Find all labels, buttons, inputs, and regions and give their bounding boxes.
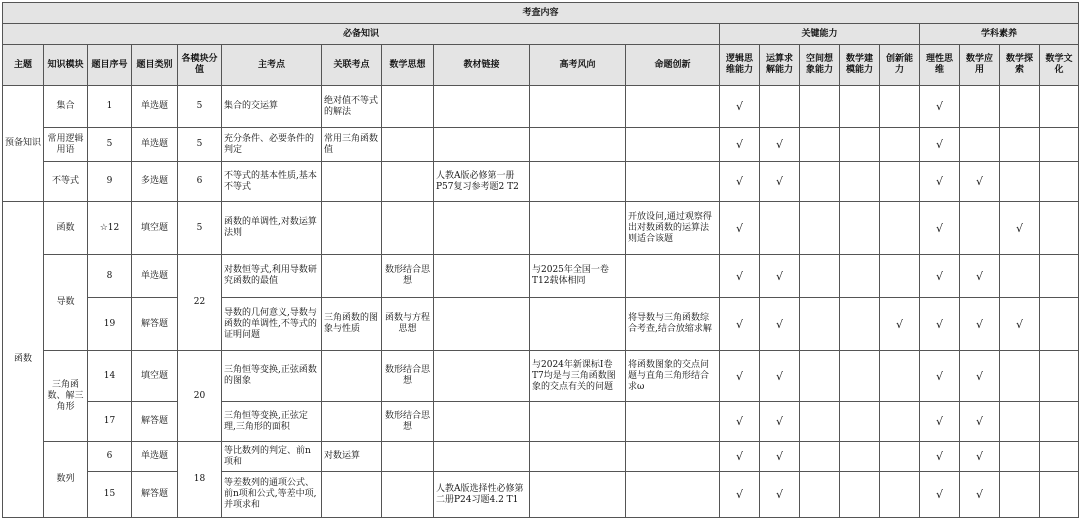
textbook-cell [434,202,530,255]
trend-cell [530,298,626,351]
qno-cell: 8 [88,255,132,298]
col-related: 关联考点 [322,45,382,86]
qtype-cell: 单选题 [132,128,178,162]
empty-cell [880,255,920,298]
col-lt-apply: 数学应用 [960,45,1000,86]
check-mark: √ [720,86,760,128]
qno-cell: 14 [88,351,132,402]
qtype-cell: 单选题 [132,255,178,298]
trend-cell [530,202,626,255]
qtype-cell: 填空题 [132,202,178,255]
empty-cell [840,162,880,202]
qno-cell: ☆12 [88,202,132,255]
empty-cell [1040,128,1079,162]
point-cell: 充分条件、必要条件的判定 [222,128,322,162]
score-cell: 5 [178,202,222,255]
header-top: 考查内容 [3,3,1079,24]
textbook-cell [434,298,530,351]
score-cell: 22 [178,255,222,351]
check-mark: √ [960,472,1000,518]
empty-cell [840,402,880,442]
col-textbook: 教材链接 [434,45,530,86]
related-cell [322,202,382,255]
empty-cell [840,128,880,162]
empty-cell [880,162,920,202]
empty-cell [1040,402,1079,442]
qtype-cell: 解答题 [132,472,178,518]
empty-cell [1040,162,1079,202]
empty-cell [1040,202,1079,255]
thinking-cell: 数形结合思想 [382,255,434,298]
module-cell: 数列 [44,442,88,518]
empty-cell [1000,472,1040,518]
empty-cell [800,472,840,518]
textbook-cell [434,128,530,162]
empty-cell [800,162,840,202]
related-cell: 对数运算 [322,442,382,472]
theme-cell: 预备知识 [3,86,44,202]
empty-cell [880,402,920,442]
point-cell: 函数的单调性,对数运算法则 [222,202,322,255]
empty-cell [880,351,920,402]
qno-cell: 15 [88,472,132,518]
empty-cell [1000,86,1040,128]
score-cell: 6 [178,162,222,202]
empty-cell [840,86,880,128]
innovation-cell [626,442,720,472]
innovation-cell [626,162,720,202]
check-mark: √ [920,162,960,202]
trend-cell [530,128,626,162]
col-qtype: 题目类别 [132,45,178,86]
empty-cell [800,128,840,162]
score-cell: 5 [178,86,222,128]
innovation-cell [626,402,720,442]
innovation-cell: 将函数图象的交点问题与直角三角形结合求ω [626,351,720,402]
col-qno: 题目序号 [88,45,132,86]
trend-cell [530,442,626,472]
check-mark: √ [760,162,800,202]
module-cell: 导数 [44,255,88,351]
col-ab-space: 空间想象能力 [800,45,840,86]
empty-cell [840,255,880,298]
check-mark: √ [920,298,960,351]
check-mark: √ [720,402,760,442]
empty-cell [880,86,920,128]
point-cell: 集合的交运算 [222,86,322,128]
qno-cell: 6 [88,442,132,472]
check-mark: √ [920,255,960,298]
col-module: 知识模块 [44,45,88,86]
module-cell: 函数 [44,202,88,255]
empty-cell [800,442,840,472]
qtype-cell: 填空题 [132,351,178,402]
empty-cell [1000,162,1040,202]
innovation-cell: 将导数与三角函数综合考查,结合放缩求解 [626,298,720,351]
header-literacy: 学科素养 [920,24,1079,45]
col-trend: 高考风向 [530,45,626,86]
col-ab-calc: 运算求解能力 [760,45,800,86]
check-mark: √ [760,472,800,518]
qno-cell: 19 [88,298,132,351]
trend-cell [530,162,626,202]
point-cell: 不等式的基本性质,基本不等式 [222,162,322,202]
check-mark: √ [760,442,800,472]
col-score: 各模块分值 [178,45,222,86]
point-cell: 导数的几何意义,导数与函数的单调性,不等式的证明问题 [222,298,322,351]
check-mark: √ [760,128,800,162]
related-cell [322,351,382,402]
check-mark: √ [720,128,760,162]
table-row [3,402,1079,442]
check-mark: √ [720,255,760,298]
trend-cell: 与2024年新课标Ⅰ卷T7均是与三角函数图象的交点有关的问题 [530,351,626,402]
empty-cell [840,202,880,255]
innovation-cell: 开放设问,通过观察得出对数函数的运算法则适合该题 [626,202,720,255]
qtype-cell: 单选题 [132,442,178,472]
textbook-cell [434,351,530,402]
header-ability: 关键能力 [720,24,920,45]
module-cell: 不等式 [44,162,88,202]
empty-cell [880,442,920,472]
check-mark: √ [1000,202,1040,255]
empty-cell [760,202,800,255]
check-mark: √ [920,128,960,162]
col-point: 主考点 [222,45,322,86]
check-mark: √ [760,351,800,402]
check-mark: √ [720,472,760,518]
thinking-cell [382,86,434,128]
empty-cell [960,202,1000,255]
empty-cell [800,351,840,402]
col-ab-logic: 逻辑思维能力 [720,45,760,86]
empty-cell [960,86,1000,128]
textbook-cell: 人教A版选择性必修第二册P24习题4.2 T1 [434,472,530,518]
empty-cell [880,128,920,162]
empty-cell [1040,442,1079,472]
textbook-cell: 人教A版必修第一册P57复习参考题2 T2 [434,162,530,202]
table-row [3,202,1079,255]
empty-cell [840,351,880,402]
empty-cell [1040,298,1079,351]
empty-cell [840,298,880,351]
related-cell [322,255,382,298]
point-cell: 对数恒等式,利用导数研究函数的最值 [222,255,322,298]
innovation-cell [626,86,720,128]
check-mark: √ [720,351,760,402]
score-cell: 20 [178,351,222,442]
thinking-cell [382,472,434,518]
related-cell [322,162,382,202]
empty-cell [800,202,840,255]
thinking-cell: 数形结合思想 [382,351,434,402]
check-mark: √ [920,472,960,518]
empty-cell [840,472,880,518]
col-theme: 主题 [3,45,44,86]
col-innovation: 命题创新 [626,45,720,86]
table-row [3,86,1079,128]
empty-cell [880,472,920,518]
empty-cell [960,128,1000,162]
textbook-cell [434,402,530,442]
check-mark: √ [960,351,1000,402]
empty-cell [1040,86,1079,128]
check-mark: √ [760,255,800,298]
empty-cell [880,202,920,255]
theme-cell: 函数 [3,202,44,518]
innovation-cell [626,472,720,518]
module-cell: 常用逻辑用语 [44,128,88,162]
check-mark: √ [880,298,920,351]
check-mark: √ [760,402,800,442]
check-mark: √ [720,298,760,351]
col-lt-culture: 数学文化 [1040,45,1079,86]
qno-cell: 9 [88,162,132,202]
empty-cell [1000,402,1040,442]
related-cell [322,472,382,518]
check-mark: √ [960,162,1000,202]
related-cell [322,402,382,442]
related-cell: 三角函数的图象与性质 [322,298,382,351]
check-mark: √ [920,442,960,472]
trend-cell [530,472,626,518]
check-mark: √ [920,86,960,128]
col-ab-innov: 创新能力 [880,45,920,86]
trend-cell: 与2025年全国一卷T12载体相同 [530,255,626,298]
check-mark: √ [1000,298,1040,351]
col-lt-explore: 数学探索 [1000,45,1040,86]
table-row [3,255,1079,298]
check-mark: √ [920,402,960,442]
table-row [3,472,1079,518]
table-row [3,162,1079,202]
innovation-cell [626,128,720,162]
empty-cell [1000,255,1040,298]
thinking-cell [382,128,434,162]
table-row [3,351,1079,402]
empty-cell [800,86,840,128]
check-mark: √ [720,202,760,255]
col-ab-model: 数学建模能力 [840,45,880,86]
qtype-cell: 解答题 [132,298,178,351]
check-mark: √ [960,442,1000,472]
thinking-cell [382,162,434,202]
qno-cell: 5 [88,128,132,162]
check-mark: √ [960,298,1000,351]
qtype-cell: 多选题 [132,162,178,202]
module-cell: 三角函数、解三角形 [44,351,88,442]
empty-cell [840,442,880,472]
exam-analysis-table [2,2,1079,518]
empty-cell [1000,442,1040,472]
point-cell: 三角恒等变换,正弦函数的图象 [222,351,322,402]
thinking-cell [382,202,434,255]
check-mark: √ [920,351,960,402]
check-mark: √ [720,162,760,202]
module-cell: 集合 [44,86,88,128]
point-cell: 三角恒等变换,正弦定理,三角形的面积 [222,402,322,442]
table-row [3,128,1079,162]
qno-cell: 17 [88,402,132,442]
thinking-cell [382,442,434,472]
check-mark: √ [960,255,1000,298]
empty-cell [1000,351,1040,402]
empty-cell [800,402,840,442]
table-row [3,298,1079,351]
check-mark: √ [960,402,1000,442]
col-thinking: 数学思想 [382,45,434,86]
empty-cell [1040,255,1079,298]
trend-cell [530,402,626,442]
score-cell: 18 [178,442,222,518]
qtype-cell: 单选题 [132,86,178,128]
empty-cell [800,298,840,351]
header-knowledge: 必备知识 [3,24,720,45]
empty-cell [800,255,840,298]
qno-cell: 1 [88,86,132,128]
point-cell: 等差数列的通项公式、前n项和公式,等差中项,并项求和 [222,472,322,518]
trend-cell [530,86,626,128]
empty-cell [1040,351,1079,402]
thinking-cell: 数形结合思想 [382,402,434,442]
textbook-cell [434,255,530,298]
qtype-cell: 解答题 [132,402,178,442]
table-row [3,442,1079,472]
score-cell: 5 [178,128,222,162]
check-mark: √ [720,442,760,472]
check-mark: √ [760,298,800,351]
empty-cell [760,86,800,128]
textbook-cell [434,442,530,472]
innovation-cell [626,255,720,298]
col-lt-reason: 理性思维 [920,45,960,86]
thinking-cell: 函数与方程思想 [382,298,434,351]
related-cell: 绝对值不等式的解法 [322,86,382,128]
empty-cell [1000,128,1040,162]
empty-cell [1040,472,1079,518]
related-cell: 常用三角函数值 [322,128,382,162]
point-cell: 等比数列的判定、前n项和 [222,442,322,472]
check-mark: √ [920,202,960,255]
textbook-cell [434,86,530,128]
